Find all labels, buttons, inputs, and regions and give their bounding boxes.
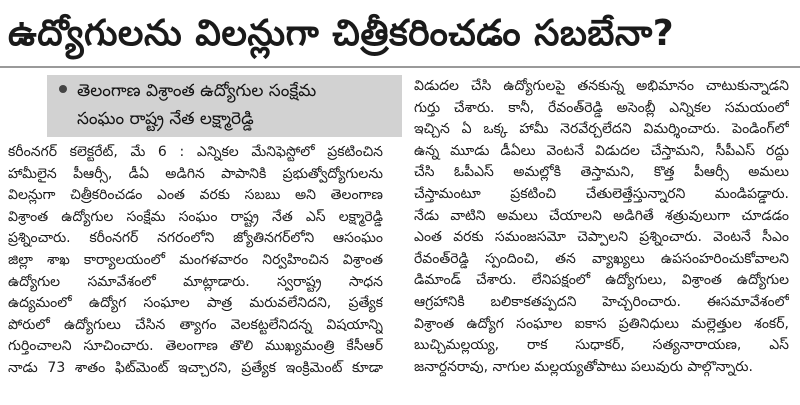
body-line: జనార్దనరావు, నాగుల మల్లయ్యతోపాటు పలువురు పాల్గొన్నారు. [414,358,753,375]
body-line: రేవంత్‌రెడ్డి స్పందించి, తన వ్యాఖ్యలు ఉపసంహరించుకోవాలని [414,250,789,267]
body-line: ఎంత వరకు సమంజసమో చెప్పాలని ప్రశ్నించారు. వెంటనే సీఎం [414,229,789,246]
body-line: పోరులో ఉద్యోగులు చేసిన త్యాగం వెలకట్టలేనిదన్న విషయాన్ని [8,316,383,333]
subheading-line: సంఘం రాష్ట్ర నేత లక్ష్మారెడ్డి [77,109,254,129]
subheading-line: తెలంగాణ విశ్రాంత ఉద్యోగుల సంక్షేమ [77,81,317,101]
subheading-text [77,77,399,133]
article-column-right [414,76,789,378]
body-line: కరీంనగర్ కలెక్టరేట్, మే 6 : ఎన్నికల మేనిఫెస్టోలో ప్రకటించిన [8,144,383,160]
body-line: ప్రశ్నించారు. కరీంనగర్ నగరంలోని జ్యోతినగర్‌లోని ఆసంఘం [8,230,383,247]
body-line: గుర్తించాలని సూచించారు. తెలంగాణ తొలి ముఖ్యమంత్రి కేసీఆర్ [8,338,383,355]
body-line: ఉన్న మూడు డీఏలు వెంటనే విడుదల చేస్తామని, సీపీఎస్ రద్దు [414,142,789,159]
body-line: చేసి ఓపీఎస్ అమల్లోకి తెస్తామని, కొత్త పీఆర్సీ అమలు [414,164,789,181]
bullet-icon [59,85,67,93]
body-line: విశ్రాంత ఉద్యోగుల సంక్షేమ సంఘం రాష్ట్ర నేత ఎస్ లక్ష్మారెడ్డి [8,208,383,225]
body-line: ఇచ్చిన ఏ ఒక్క హామీ నెరవేర్చలేదని విమర్శించారు. పెండింగ్‌లో [414,121,789,138]
body-line: ఉద్యమంలో ఉద్యోగ సంఘాల పాత్ర మరువలేనిదని, ప్రత్యేక [8,295,383,312]
body-line: ఆగ్రహానికి బలికాకతప్పదని హెచ్చరించారు. ఈసమావేశంలో [414,293,789,310]
body-line: జిల్లా శాఖ కార్యాలయంలో మంగళవారం నిర్వహించిన విశ్రాంత [8,251,383,268]
body-line: చేస్తామంటూ ప్రకటించి చేతులెత్తేస్తున్నారని మండిపడ్డారు. [414,185,789,202]
headline-divider [0,66,800,68]
subheading-box [47,75,402,137]
body-line: డిమాండ్ చేశారు. లేనిపక్షంలో ఉద్యోగులు, విశ్రాంత ఉద్యోగుల [414,272,789,289]
body-line: ఉద్యోగుల సమావేశంలో మాట్లాడారు. స్వరాష్ట్ర సాధన [8,273,383,290]
body-line: నేడు వాటిని అమలు చేయాలని అడిగితే శత్రువులుగా చూడడం [414,207,789,224]
body-line: నాడు 73 శాతం ఫిట్‌మెంట్ ఇచ్చారని, ప్రత్యేక ఇంక్రిమెంట్ కూడా [8,359,383,376]
body-line: గుర్తు చేశారు. కానీ, రేవంత్‌రెడ్డి అసెంబ్లీ ఎన్నికల సమయంలో [414,99,789,116]
body-line: విడుదల చేసి ఉద్యోగులపై తనకున్న అభిమానం చాటుకున్నాడని [414,78,789,94]
body-line: విశ్రాంత ఉద్యోగ సంఘాల ఐకాస ప్రతినిధులు మల్లెత్తుల శంకర్, [414,315,789,332]
body-line: హామీలైన పీఆర్సీ, డీఏ అడిగిన పాపానికి ప్రభుత్వోద్యోగులను [8,165,383,182]
article-column-left [8,142,383,380]
body-line: బుచ్చిమల్లయ్య, రాక సుధాకర్, సత్యనారాయణ, ఎస్ [414,337,789,354]
body-line: విలన్లుగా చిత్రీకరించడం ఎంత వరకు సబబు అని తెలంగాణ [8,187,383,204]
headline: ఉద్యోగులను విలన్లుగా చిత్రీకరించడం సబబేనా? [8,13,675,54]
